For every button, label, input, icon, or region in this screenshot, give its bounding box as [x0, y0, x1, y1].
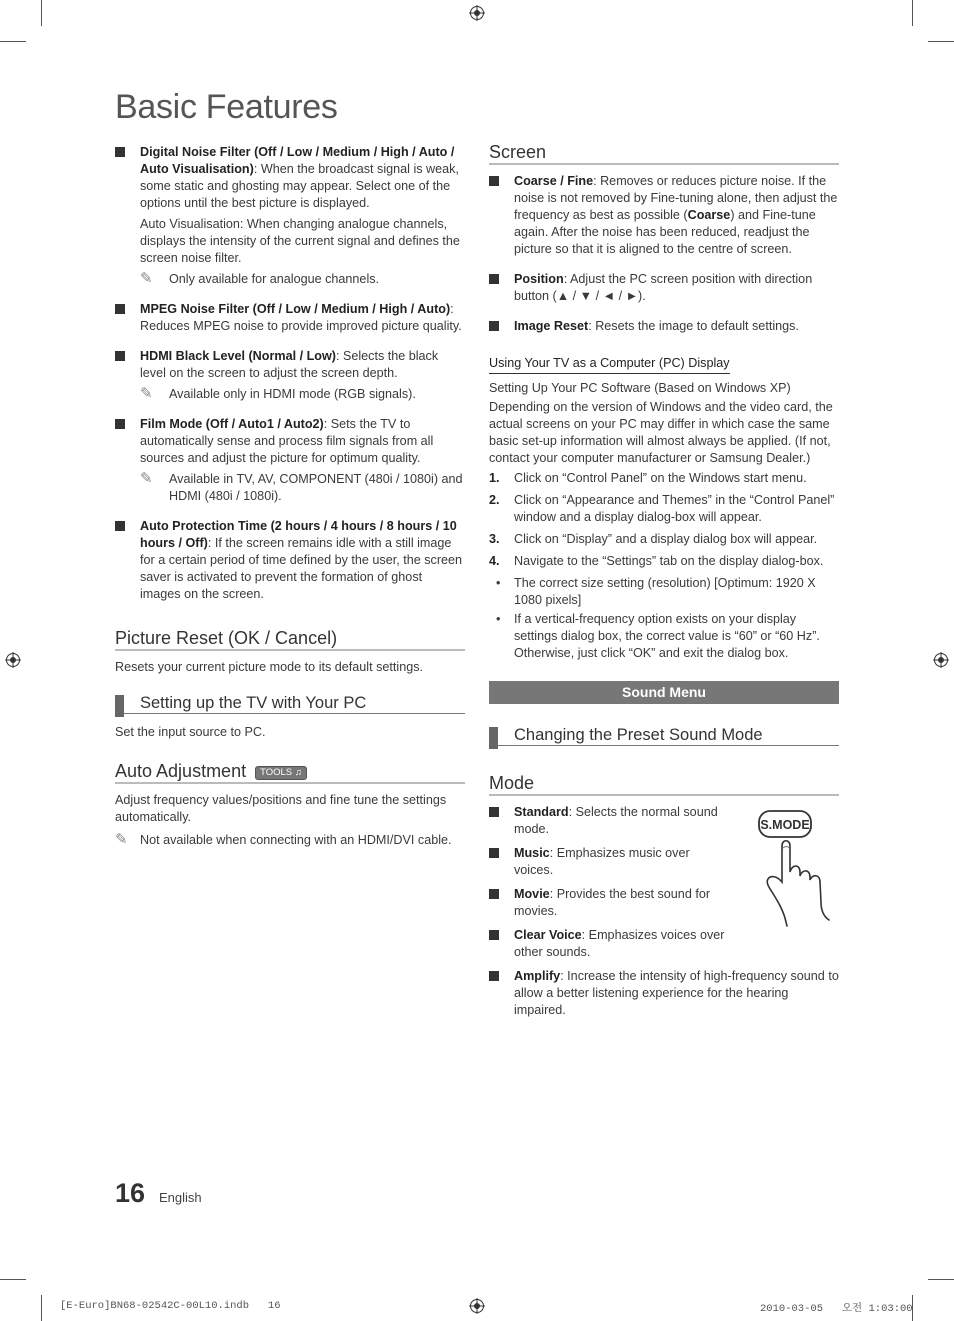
section-heading-setup-pc — [115, 695, 465, 714]
sub-label: Auto Visualisation — [140, 217, 240, 231]
bullet-square-icon — [115, 351, 125, 361]
list-item-movie — [489, 886, 730, 920]
dot-bullet-icon: • — [496, 576, 501, 590]
note — [140, 386, 465, 403]
item-text: : Emphasizes music over voices. — [514, 846, 690, 877]
bullet-text: The correct size setting (resolution) [Optimum: 1920 X 1080 pixels] — [514, 576, 816, 607]
item-text: : When the broadcast signal is weak, some static and ghosting may appear. Select one of the options until the best picture is displayed. — [140, 162, 459, 210]
list-item-position — [489, 271, 839, 305]
pc-intro: Setting Up Your PC Software (Based on Windows XP) — [489, 381, 791, 395]
list-item-amplify — [489, 968, 839, 1019]
pencil-note-icon: ✎ — [140, 270, 153, 287]
item-label: Amplify — [514, 969, 561, 983]
section-heading-mode: Mode — [489, 775, 839, 796]
section-heading-preset-sound — [489, 727, 839, 746]
bullet-square-icon — [489, 807, 499, 817]
auto-adjustment-text: Adjust frequency values/positions and fine tune the settings automatically. — [115, 793, 447, 824]
item-text: : Increase the intensity of high-frequency sound to allow a better listening experience for the hearing impaired. — [514, 969, 839, 1017]
step-number: 4. — [489, 554, 500, 568]
heading-bar — [115, 695, 124, 717]
item-label: Movie — [514, 887, 550, 901]
setup-pc-text: Set the input source to PC. — [115, 725, 266, 739]
heading-text: Setting up the TV with Your PC — [140, 694, 367, 712]
item-text: : Provides the best sound for movies. — [514, 887, 711, 918]
heading-text: Changing the Preset Sound Mode — [514, 726, 763, 744]
note — [115, 832, 465, 849]
step-text: Navigate to the “Settings” tab on the display dialog-box. — [514, 554, 824, 568]
dot-bullet-item — [489, 611, 839, 662]
page-number: 16 — [115, 1178, 146, 1208]
numbered-step — [489, 470, 839, 487]
note — [140, 271, 465, 288]
bullet-square-icon — [115, 521, 125, 531]
item-label: Digital Noise Filter (Off / Low / Medium / High / Auto / Auto Visualisation) — [140, 145, 455, 176]
list-item-film-mode — [115, 416, 465, 505]
item-text: : Resets the image to default settings. — [588, 319, 799, 333]
item-label: Image Reset — [514, 319, 589, 333]
bullet-square-icon — [115, 147, 125, 157]
bullet-square-icon — [489, 321, 499, 331]
item-label: Standard — [514, 805, 569, 819]
registration-mark-icon — [933, 652, 949, 668]
list-item-clear-voice — [489, 927, 730, 961]
item-text: : Removes or reduces picture noise. If the noise is not removed by Fine-tuning alone, then adjust the frequency as best as possible ( — [514, 174, 838, 222]
footer-timestamp: 2010-03-05 오전 1:03:00 — [760, 1303, 913, 1315]
item-text: : Selects the normal sound mode. — [514, 805, 718, 836]
step-number: 1. — [489, 471, 500, 485]
item-text: : Reduces MPEG noise to provide improved picture quality. — [140, 302, 462, 333]
left-column — [115, 144, 465, 849]
bullet-square-icon — [489, 971, 499, 981]
note-text: Not available when connecting with an HDMI/DVI cable. — [140, 833, 452, 847]
sub-text: : When changing analogue channels, displays the intensity of the current signal and defines the screen noise filter. — [140, 217, 460, 265]
item-label: Music — [514, 846, 550, 860]
list-item-standard — [489, 804, 730, 838]
step-number: 3. — [489, 532, 500, 546]
step-text: Click on “Display” and a display dialog box will appear. — [514, 532, 818, 546]
page-title: Basic Features — [115, 88, 338, 126]
crop-mark — [41, 0, 42, 26]
inline-label: Coarse — [687, 208, 731, 222]
item-text: : Sets the TV to automatically sense and process film signals from all sources and adjust the picture for optimum quality. — [140, 417, 434, 465]
smode-remote-hand-icon — [755, 806, 839, 928]
list-item-digital-noise-filter — [115, 144, 465, 288]
pc-description: Depending on the version of Windows and the video card, the actual screens on your PC may differ in which case the same basic set-up information will almost always be applied. (If not, contact your computer manufacturer or Samsung Dealer.) — [489, 400, 833, 465]
page-language: English — [159, 1190, 202, 1205]
item-text: : Adjust the PC screen position with direction button (▲ / ▼ / ◄ / ►). — [514, 272, 813, 303]
list-item-auto-protection-time — [115, 518, 465, 603]
numbered-step — [489, 553, 839, 570]
note-text: Only available for analogue channels. — [169, 272, 380, 286]
item-label: Position — [514, 272, 564, 286]
picture-reset-text: Resets your current picture mode to its default settings. — [115, 660, 423, 674]
crop-mark — [0, 41, 26, 42]
pencil-note-icon: ✎ — [140, 385, 153, 402]
list-item-coarse-fine — [489, 173, 839, 258]
list-item-mpeg-noise-filter — [115, 301, 465, 335]
bullet-square-icon — [115, 419, 125, 429]
crop-mark — [0, 1279, 26, 1280]
step-number: 2. — [489, 493, 500, 507]
crop-mark — [928, 41, 954, 42]
item-label: MPEG Noise Filter (Off / Low / Medium / High / Auto) — [140, 302, 451, 316]
list-item-music — [489, 845, 730, 879]
bullet-square-icon — [489, 930, 499, 940]
numbered-step — [489, 492, 839, 526]
list-item-image-reset — [489, 318, 839, 335]
item-text: ) and Fine-tune again. After the noise has been reduced, readjust the picture so that it is aligned to the centre of screen. — [514, 208, 816, 256]
step-text: Click on “Appearance and Themes” in the “Control Panel” window and a display dialog-box will appear. — [514, 493, 835, 524]
bullet-square-icon — [489, 274, 499, 284]
crop-mark — [41, 1295, 42, 1321]
item-label: Coarse / Fine — [514, 174, 594, 188]
crop-mark — [928, 1279, 954, 1280]
item-label: Auto Protection Time (2 hours / 4 hours / 8 hours / 10 hours / Off) — [140, 519, 457, 550]
item-text: : Emphasizes voices over other sounds. — [514, 928, 725, 959]
sound-menu-banner: Sound Menu — [489, 681, 839, 704]
badge-text: TOOLS — [260, 767, 293, 778]
heading-text: Auto Adjustment — [115, 761, 247, 781]
item-label: Film Mode (Off / Auto1 / Auto2) — [140, 417, 324, 431]
section-heading-screen: Screen — [489, 144, 839, 165]
crop-mark — [912, 0, 913, 26]
mode-list — [489, 804, 839, 1019]
section-heading-auto-adjustment — [115, 763, 465, 784]
pencil-note-icon: ✎ — [115, 831, 128, 848]
list-item-hdmi-black-level — [115, 348, 465, 403]
footer-file-name: [E-Euro]BN68-02542C-00L10.indb 16 — [60, 1300, 281, 1312]
registration-mark-icon — [469, 5, 485, 21]
note — [140, 471, 465, 505]
bullet-square-icon — [115, 304, 125, 314]
section-heading-picture-reset: Picture Reset (OK / Cancel) — [115, 630, 465, 651]
item-label: Clear Voice — [514, 928, 582, 942]
note-text: Available only in HDMI mode (RGB signals). — [169, 387, 416, 401]
right-column — [489, 144, 839, 1026]
item-text: : Selects the black level on the screen to adjust the screen depth. — [140, 349, 439, 380]
heading-bar — [489, 727, 498, 749]
registration-mark-icon — [5, 652, 21, 668]
registration-mark-icon — [469, 1298, 485, 1314]
numbered-step — [489, 531, 839, 548]
pc-display-heading: Using Your TV as a Computer (PC) Display — [489, 355, 730, 374]
bullet-square-icon — [489, 176, 499, 186]
bullet-square-icon — [489, 889, 499, 899]
smode-button-label: S.MODE — [760, 818, 810, 832]
bullet-square-icon — [489, 848, 499, 858]
dot-bullet-icon: • — [496, 612, 501, 626]
step-text: Click on “Control Panel” on the Windows start menu. — [514, 471, 807, 485]
tools-badge: TOOLS ♫ — [255, 766, 307, 780]
note-text: Available in TV, AV, COMPONENT (480i / 1080i) and HDMI (480i / 1080i). — [169, 472, 463, 503]
item-label: HDMI Black Level (Normal / Low) — [140, 349, 336, 363]
pencil-note-icon: ✎ — [140, 470, 153, 487]
dot-bullet-item — [489, 575, 839, 609]
item-text: : If the screen remains idle with a still image for a certain period of time defined by the user, the screen saver is activated to prevent the formation of ghost images on the screen. — [140, 536, 463, 601]
bullet-text: If a vertical-frequency option exists on your display settings dialog box, the correct value is “60” or “60 Hz”. Otherwise, just click “OK” and exit the dialog box. — [514, 612, 820, 660]
